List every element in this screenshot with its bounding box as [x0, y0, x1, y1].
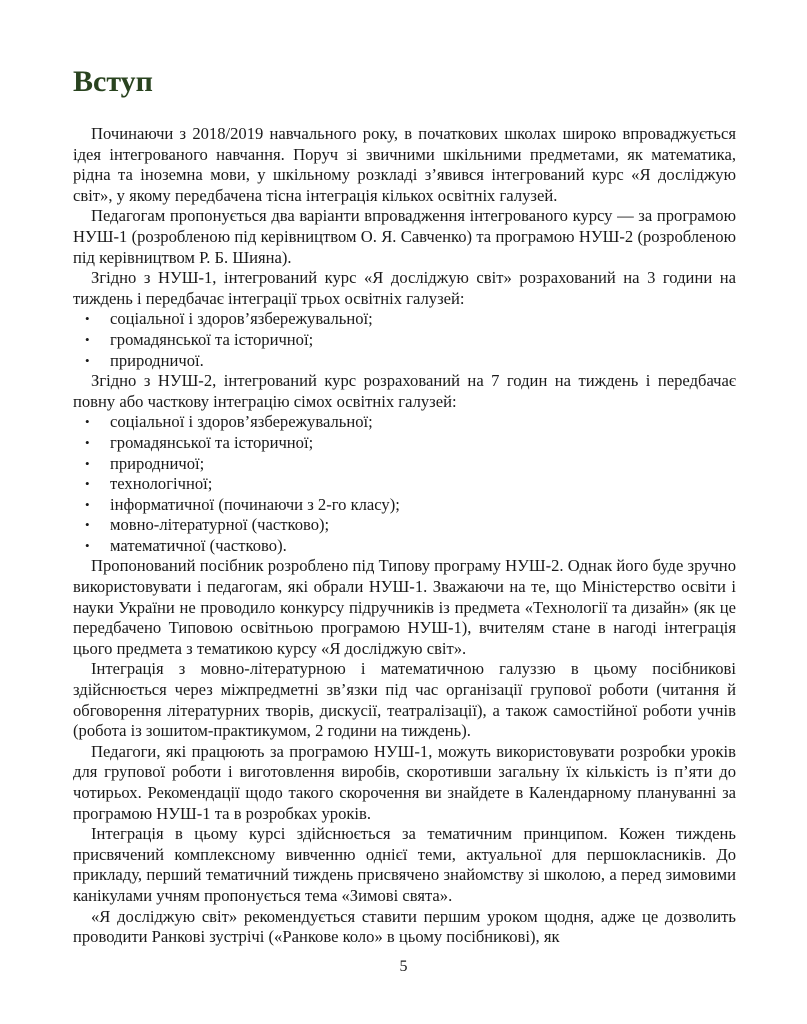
list-item: • природничої.	[85, 350, 204, 370]
list-item: • інформатичної (починаючи з 2-го класу);	[85, 494, 400, 514]
body-text	[73, 124, 736, 948]
bullet-icon: •	[85, 496, 90, 512]
paragraph-manual: Пропонований посібник розроблено під Типову програму НУШ-2. Однак його буде зручно використовувати і педагогам, які обрали НУШ-1. Зважаючи на те, що Міністерство освіти і науки України не проводило конкурсу підручників із предмета «Технології та дизайн» (як це передбачено Типовою освітньою програмою НУШ-1), вчителям стане в нагоді інтеграція цього предмета з тематикою курсу «Я досліджую світ».	[73, 556, 736, 658]
bullet-icon: •	[85, 414, 90, 430]
bullet-icon: •	[85, 434, 90, 450]
paragraph-morning-meeting: «Я досліджую світ» рекомендується ставити першим уроком щодня, адже це дозволить проводити Ранкові зустрічі («Ранкове коло» в цьому посібникові), як	[73, 906, 736, 947]
list-nush1	[73, 309, 736, 371]
paragraph-nush1: Згідно з НУШ-1, інтегрований курс «Я досліджую світ» розрахований на 3 години на тиждень і передбачає інтеграції трьох освітніх галузей:	[73, 268, 736, 308]
list-nush2	[73, 412, 736, 556]
bullet-icon: •	[85, 455, 90, 471]
list-item: • соціальної і здоров’язбережувальної;	[85, 412, 373, 432]
list-item: • соціальної і здоров’язбережувальної;	[85, 309, 373, 329]
list-item: • громадянської та історичної;	[85, 432, 314, 452]
paragraph-intro: Починаючи з 2018/2019 навчального року, в початкових школах широко впроваджується ідея інтегрованого навчання. Поруч зі звичними шкільними предметами, як математика, рідна та іноземна мови, у шкільному розкладі з’явився інтегрований курс «Я досліджую світ», у якому передбачена тісна інтеграція кількох освітніх галузей.	[73, 124, 736, 205]
page-number: 5	[399, 958, 408, 975]
paragraph-nush2: Згідно з НУШ-2, інтегрований курс розрахований на 7 годин на тиждень і передбачає повну або часткову інтеграцію сімох освітніх галузей:	[73, 371, 736, 411]
list-item: • технологічної;	[85, 474, 213, 494]
list-item: • природничої;	[85, 453, 205, 473]
paragraph-thematic-principle: Інтеграція в цьому курсі здійснюється за тематичним принципом. Кожен тиждень присвячений комплексному вивченню однієї теми, актуальної для першокласників. До прикладу, перший тематичний тиждень присвячено знайомству зі школою, а перед зимовими канікулами учням пропонується тема «Зимові свята».	[73, 824, 736, 905]
page-title: Вступ	[73, 65, 153, 98]
bullet-icon: •	[85, 352, 90, 368]
bullet-icon: •	[85, 311, 90, 327]
paragraph-variants: Педагогам пропонується два варіанти впровадження інтегрованого курсу — за програмою НУШ-1 (розробленою під керівництвом О. Я. Савченко) та програмою НУШ-2 (розробленою під керівництвом Р. Б. Шияна).	[73, 206, 736, 267]
list-item: • мовно-літературної (частково);	[85, 515, 330, 535]
bullet-icon: •	[85, 517, 90, 533]
bullet-icon: •	[85, 331, 90, 347]
bullet-icon: •	[85, 476, 90, 492]
paragraph-integration-language-math: Інтеграція з мовно-літературною і математичною галуззю в цьому посібникові здійснюється через міжпредметні зв’язки під час організації групової роботи (читання й обговорення літературних творів, дискусії, театралізації), а також самостійної роботи учнів (робота із зошитом-практикумом, 2 години на тиждень).	[73, 659, 736, 741]
list-item: • математичної (частково).	[85, 535, 287, 555]
bullet-icon: •	[85, 537, 90, 553]
paragraph-teachers-nush1: Педагоги, які працюють за програмою НУШ-1, можуть використовувати розробки уроків для групової роботи і виготовлення виробів, скоротивши загальну їх кількість із п’яти до чотирьох. Рекомендації щодо такого скорочення ви знайдете в Календарному плануванні за програмою НУШ-1 та в розробках уроків.	[73, 741, 736, 823]
list-item: • громадянської та історичної;	[85, 329, 314, 349]
